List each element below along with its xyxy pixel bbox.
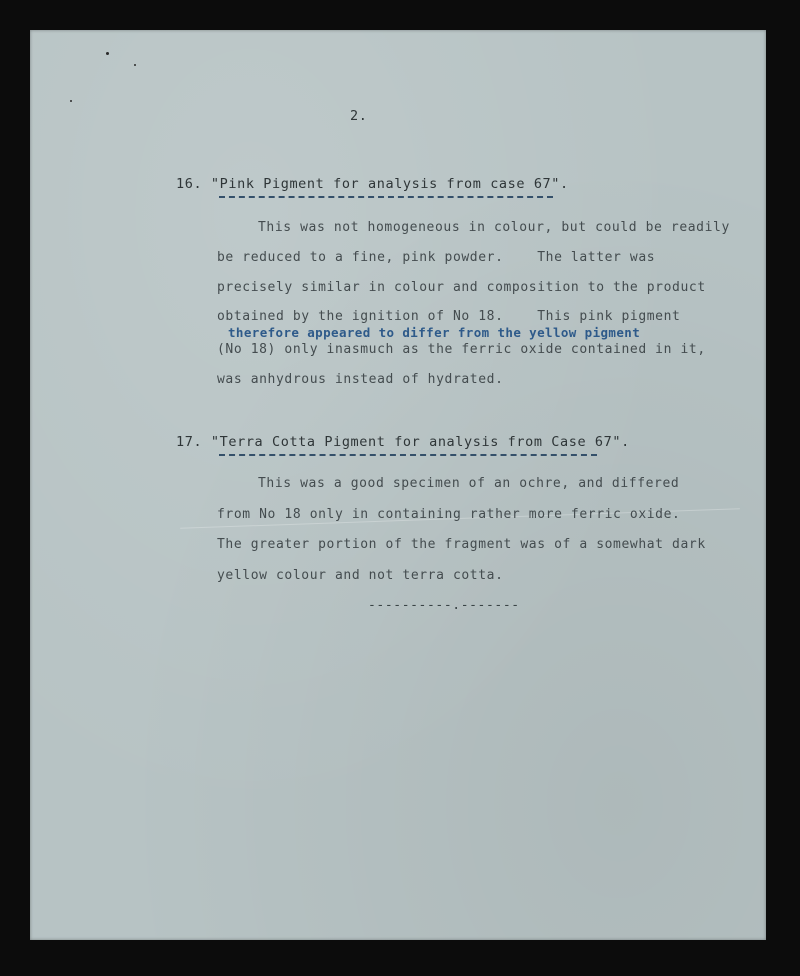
paper-speck	[70, 100, 72, 102]
document-page	[30, 30, 766, 940]
section-16-line-3: precisely similar in colour and composition to the product	[217, 280, 706, 295]
section-17-heading: 17. "Terra Cotta Pigment for analysis from Case 67".	[176, 434, 630, 450]
section-16-line-2: be reduced to a fine, pink powder. The latter was	[217, 250, 656, 265]
section-17-heading-underline	[219, 454, 597, 456]
page-number: 2.	[350, 108, 368, 124]
paper-speck	[134, 64, 136, 66]
section-16-line-7: was anhydrous instead of hydrated.	[217, 372, 504, 387]
section-16-line-1: This was not homogeneous in colour, but could be readily	[258, 220, 730, 235]
section-17-line-1: This was a good specimen of an ochre, and differed	[258, 476, 680, 491]
section-16-line-4: obtained by the ignition of No 18. This pink pigment	[217, 309, 681, 324]
section-16-heading: 16. "Pink Pigment for analysis from case 67".	[176, 176, 569, 192]
section-17-line-3: The greater portion of the fragment was of a somewhat dark	[217, 537, 706, 552]
section-16-line-6: (No 18) only inasmuch as the ferric oxide contained in it,	[217, 342, 706, 357]
section-16-heading-underline	[219, 196, 553, 198]
paper-speck	[106, 52, 109, 55]
section-17-line-4: yellow colour and not terra cotta.	[217, 568, 504, 583]
section-16-line-5-inserted: therefore appeared to differ from the yellow pigment	[228, 325, 641, 340]
section-17-line-2: from No 18 only in containing rather more ferric oxide.	[217, 507, 681, 522]
closing-rule: ----------.-------	[368, 598, 520, 613]
